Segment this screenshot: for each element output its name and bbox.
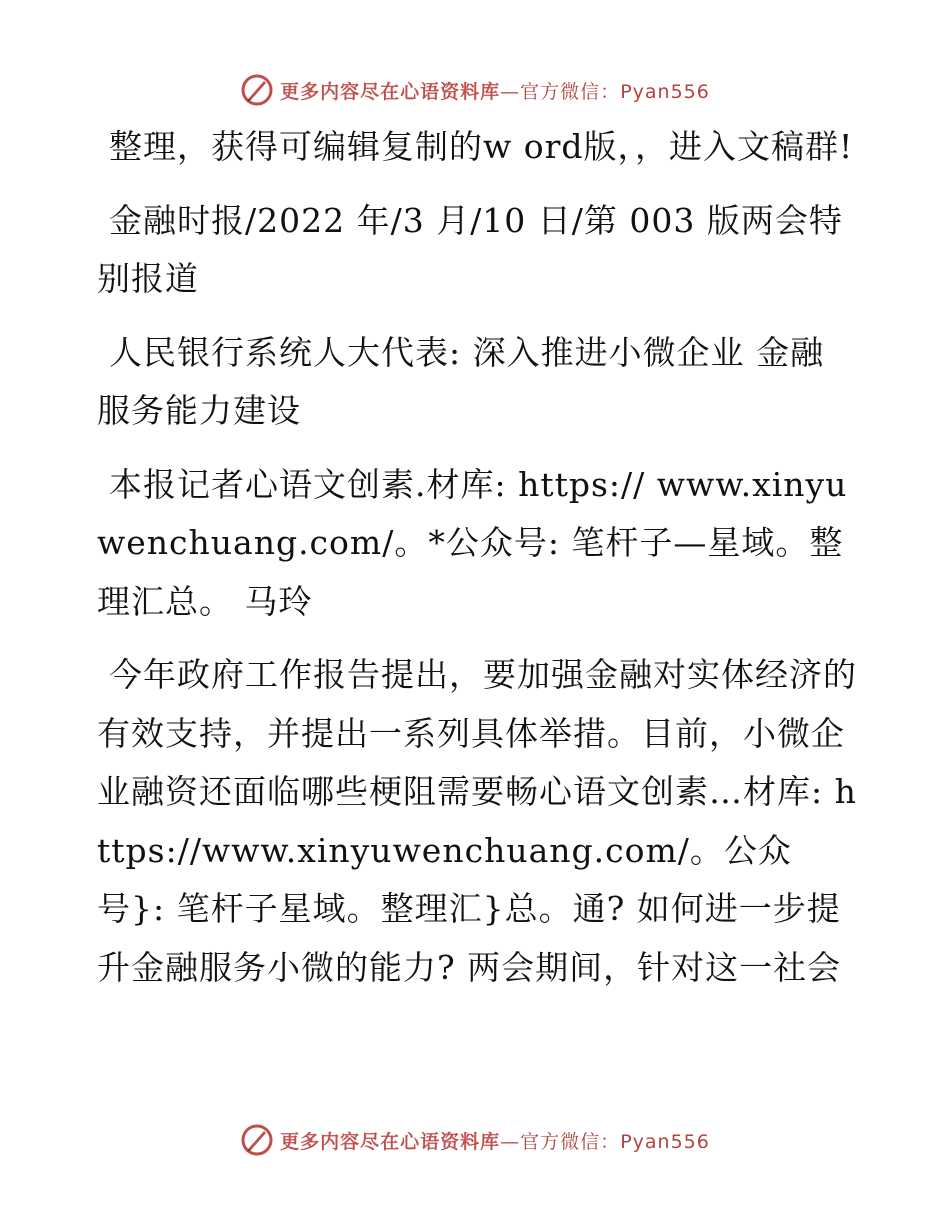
quill-pen-circle-icon [240, 73, 274, 107]
quill-pen-circle-icon [240, 1123, 274, 1157]
paragraph-byline: 本报记者心语文创素.材库: https:// www.xinyuwenchuang.com/。*公众号: 笔杆子—星域。整理汇总。 马玲 [97, 464, 848, 621]
banner-text [280, 1127, 710, 1154]
footer-watermark-banner [0, 1120, 950, 1160]
paragraph-headline: 人民银行系统人大代表: 深入推进小微企业 金融服务能力建设 [97, 332, 825, 430]
banner-wechat-id: Pyan556 [620, 80, 710, 103]
banner-site-text: 更多内容尽在心语资料库 [280, 1130, 501, 1153]
paragraph-intro: 整理，获得可编辑复制的w ord版，，进入文稿群! [109, 127, 854, 166]
paragraph-body: 今年政府工作报告提出，要加强金融对实体经济的有效支持，并提出一系列具体举措。目前，小微企业融资还面临哪些梗阻需要畅心语文创素…材库: https://www.xinyuwenchuang.com/。公众号}: 笔杆子星域。整理汇}总。通? 如何进一步提升金融服务小微的能力? 两会期间，针对这一社会 [97, 655, 857, 987]
document-body [97, 118, 857, 1012]
banner-site-text: 更多内容尽在心语资料库 [280, 80, 501, 103]
banner-separator: — [500, 80, 521, 103]
banner-wechat-label: 官方微信： [520, 80, 621, 103]
paragraph-source-line: 金融时报/2022 年/3 月/10 日/第 003 版两会特别报道 [97, 200, 843, 298]
banner-separator: — [500, 1130, 521, 1153]
banner-wechat-id: Pyan556 [620, 1130, 710, 1153]
banner-text [280, 77, 710, 104]
header-watermark-banner [0, 70, 950, 110]
banner-wechat-label: 官方微信： [520, 1130, 621, 1153]
